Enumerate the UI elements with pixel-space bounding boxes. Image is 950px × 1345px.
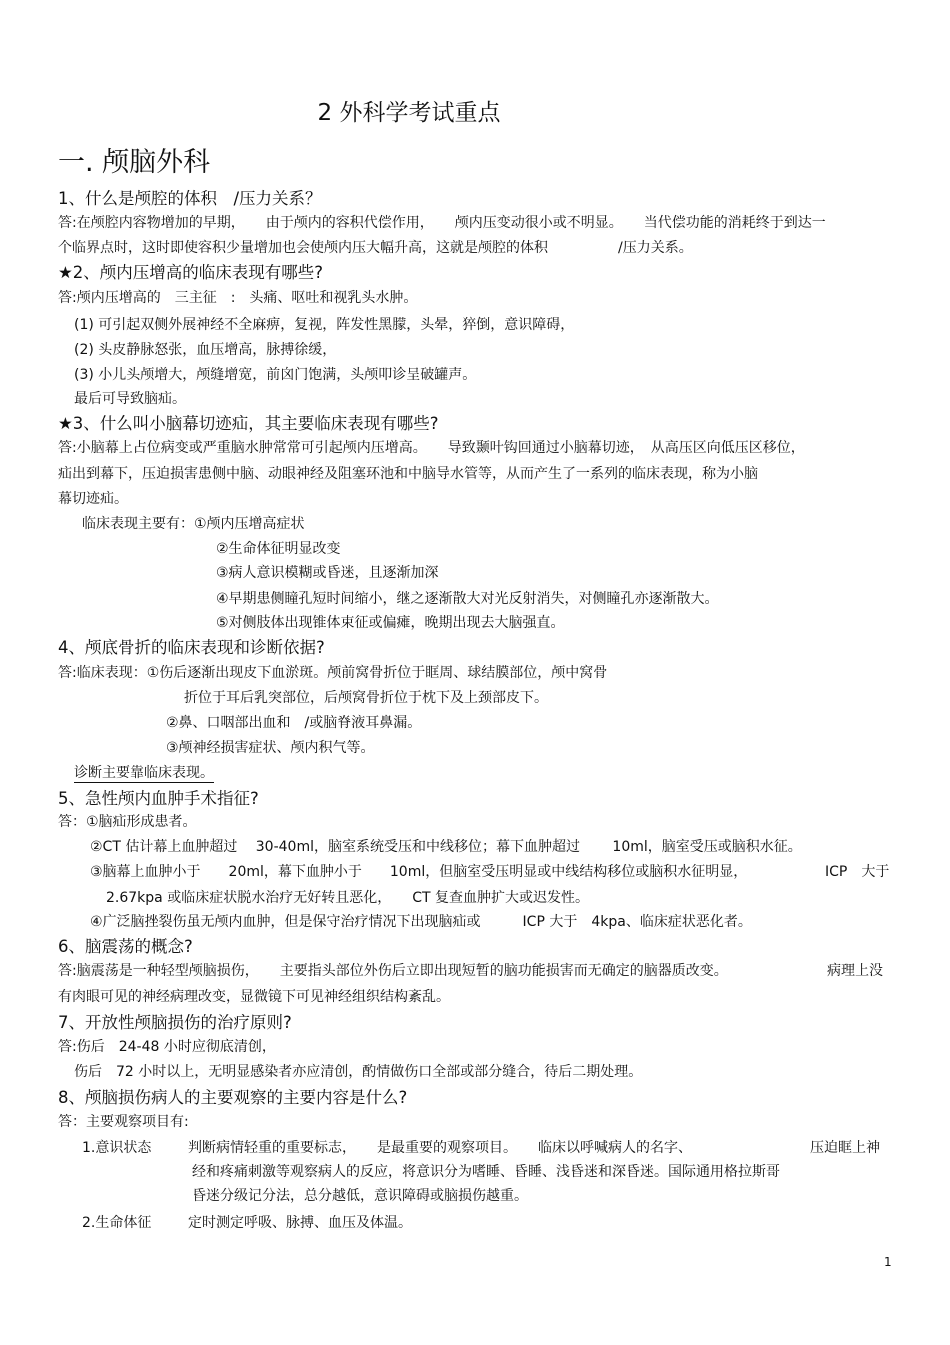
answer-line: 折位于耳后乳突部位，后颅窝骨折位于枕下及上颈部皮下。 — [184, 690, 548, 706]
answer-line: 2.67kpa 或临床症状脱水治疗无好转且恶化， CT 复查血肿扩大或迟发性。 — [106, 890, 589, 906]
answer-line: 2.生命体征 — [82, 1215, 152, 1231]
question-4: 4、颅底骨折的临床表现和诊断依据? — [58, 638, 325, 657]
answer-line: 最后可导致脑疝。 — [74, 391, 186, 407]
answer-line: ICP 大于 — [825, 864, 890, 880]
answer-line: 答:脑震荡是一种轻型颅脑损伤， 主要指头部位外伤后立即出现短暂的脑功能损害而无确定的脑器质改变。 — [58, 963, 728, 979]
question-5: 5、急性颅内血肿手术指征? — [58, 789, 259, 808]
answer-line: (1) 可引起双侧外展神经不全麻痹，复视，阵发性黑朦，头晕，猝倒，意识障碍， — [74, 317, 575, 333]
answer-line: 答:小脑幕上占位病变或严重脑水肿常常可引起颅内压增高。 导致颞叶钩回通过小脑幕切迹， 从高压区向低压区移位， — [58, 440, 805, 456]
question-7: 7、开放性颅脑损伤的治疗原则? — [58, 1013, 292, 1032]
answer-line: 定时测定呼吸、脉搏、血压及体温。 — [188, 1215, 412, 1231]
question-2: ★2、颅内压增高的临床表现有哪些? — [58, 263, 324, 282]
question-1: 1、什么是颅腔的体积 /压力关系？ — [58, 189, 322, 208]
answer-line: 答:颅内压增高的 三主征 : 头痛、呕吐和视乳头水肿。 — [58, 290, 418, 306]
answer-line: 答:伤后 24-48 小时应彻底清创， — [58, 1039, 276, 1055]
answer-line: ④早期患侧瞳孔短时间缩小，继之逐渐散大对光反射消失，对侧瞳孔亦逐渐散大。 — [216, 591, 719, 607]
answer-line: 伤后 72 小时以上，无明显感染者亦应清创，酌情做伤口全部或部分缝合，待后二期处理。 — [74, 1064, 643, 1080]
answer-line: (3) 小儿头颅增大，颅缝增宽，前囟门饱满，头颅叩诊呈破罐声。 — [74, 367, 477, 383]
answer-line: 病理上没 — [827, 963, 883, 979]
answer-line: ②生命体征明显改变 — [216, 541, 341, 557]
answer-line: ③脑幕上血肿小于 20ml，幕下血肿小于 10ml，但脑室受压明显或中线结构移位或脑积水征明显， — [90, 864, 748, 880]
answer-line: 答:临床表现：①伤后逐渐出现皮下血淤斑。颅前窝骨折位于眶周、球结膜部位，颅中窝骨 — [58, 665, 608, 681]
answer-line: ③病人意识模糊或昏迷，且逐渐加深 — [216, 565, 439, 581]
answer-line: 答：主要观察项目有: — [58, 1114, 189, 1130]
page-number: 1 — [884, 1255, 892, 1269]
answer-line: 临床表现主要有：①颅内压增高症状 — [82, 516, 305, 532]
answer-line: ⑤对侧肢体出现锥体束征或偏瘫，晚期出现去大脑强直。 — [216, 615, 565, 631]
answer-line: ②鼻、口咽部出血和 /或脑脊液耳鼻漏。 — [166, 715, 422, 731]
question-3: ★3、什么叫小脑幕切迹疝，其主要临床表现有哪些? — [58, 414, 439, 433]
document-title: 2 外科学考试重点 — [317, 100, 501, 126]
answer-line: 幕切迹疝。 — [58, 491, 128, 507]
section-title: 一. 颅脑外科 — [58, 147, 211, 178]
answer-line: ④广泛脑挫裂伤虽无颅内血肿，但是保守治疗情况下出现脑疝或 ICP 大于 4kpa、临床症状恶化者。 — [90, 914, 752, 930]
answer-line — [74, 764, 214, 782]
answer-line: 昏迷分级记分法，总分越低，意识障碍或脑损伤越重。 — [192, 1188, 528, 1204]
answer-line: ②CT 估计幕上血肿超过 30-40ml，脑室系统受压和中线移位；幕下血肿超过 10ml，脑室受压或脑积水征。 — [90, 839, 802, 855]
answer-line: 有肉眼可见的神经病理改变，显微镜下可见神经组织结构紊乱。 — [58, 989, 450, 1005]
answer-line: 1.意识状态 — [82, 1140, 152, 1156]
answer-line: 答:在颅腔内容物增加的早期， 由于颅内的容积代偿作用， 颅内压变动很小或不明显。 当代偿功能的消耗终于到达一 — [58, 215, 826, 231]
question-8: 8、颅脑损伤病人的主要观察的主要内容是什么? — [58, 1088, 408, 1107]
answer-line: 疝出到幕下，压迫损害患侧中脑、动眼神经及阻塞环池和中脑导水管等，从而产生了一系列的临床表现，称为小脑 — [58, 466, 758, 482]
answer-line: 判断病情轻重的重要标志， 是最重要的观察项目。 临床以呼喊病人的名字、 — [188, 1140, 692, 1156]
answer-line: ③颅神经损害症状、颅内积气等。 — [166, 740, 375, 756]
answer-line: 个临界点时，这时即使容积少量增加也会使颅内压大幅升高，这就是颅腔的体积 /压力关系。 — [58, 240, 693, 256]
question-6: 6、脑震荡的概念? — [58, 937, 193, 956]
answer-line: 经和疼痛刺激等观察病人的反应，将意识分为嗜睡、昏睡、浅昏迷和深昏迷。国际通用格拉斯哥 — [192, 1164, 780, 1180]
answer-line: (2) 头皮静脉怒张，血压增高，脉搏徐缓， — [74, 342, 337, 358]
answer-line: 压迫眶上神 — [810, 1140, 880, 1156]
answer-line: 答：①脑疝形成患者。 — [58, 814, 197, 830]
underlined-text: 诊断主要靠临床表现。 — [74, 765, 214, 781]
